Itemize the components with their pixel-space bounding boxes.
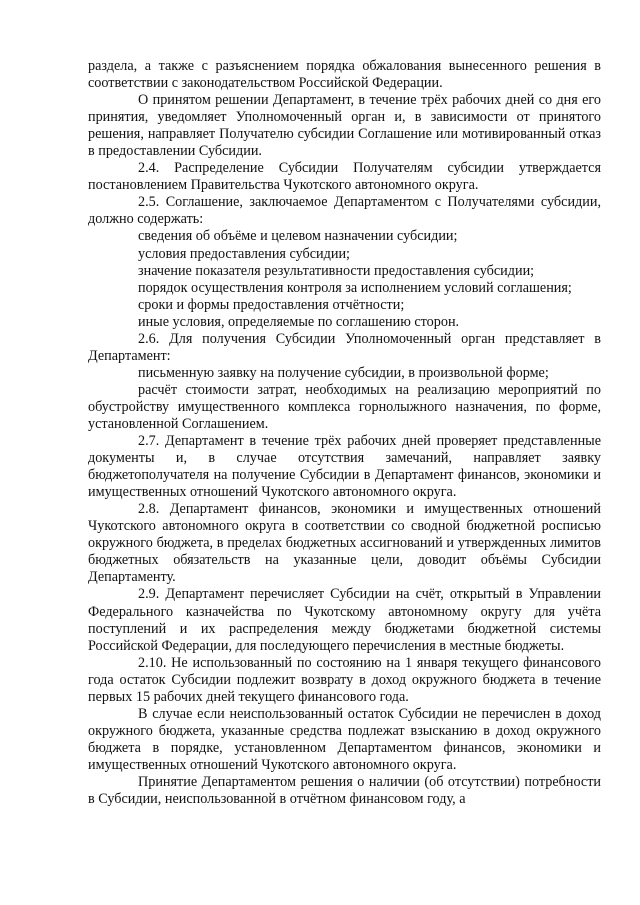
list-item: сведения об объёме и целевом назначении субсидии; [138,228,458,245]
paragraph-2-9: 2.9. Департамент перечисляет Субсидии на счёт, открытый в Управлении Федерального казначейства по Чукотскому автономному округу для учёта поступлений и их распределения между бюджетами бюджетной системы Российской Федерации, для последующего перечисления в местные бюджеты. [88,586,601,654]
paragraph-2-4: 2.4. Распределение Субсидии Получателям субсидии утверждается постановлением Правительства Чукотского автономного округа. [88,160,601,194]
list-item: сроки и формы предоставления отчётности; [138,296,405,313]
list-item: значение показателя результативности предоставления субсидии; [138,262,535,279]
paragraph-cost-calculation: расчёт стоимости затрат, необходимых на реализацию мероприятий по обустройству имущественного комплекса горнолыжного назначения, по форме, установленной Соглашением. [88,381,601,432]
document-page [88,58,601,808]
paragraph-decision-notification: О принятом решении Департамент, в течение трёх рабочих дней со дня его принятия, уведомляет Уполномоченный орган и, в зависимости от принятого решения, направляет Получателю субсидии Соглашение или мотивированный отказ в предоставлении Субсидии. [88,92,601,160]
paragraph-2-6: 2.6. Для получения Субсидии Уполномоченный орган представляет в Департамент: [88,330,601,364]
list-item: иные условия, определяемые по соглашению сторон. [138,313,460,330]
paragraph-2-7: 2.7. Департамент в течение трёх рабочих дней проверяет представленные документы и, в случае отсутствия замечаний, направляет заявку бюджетополучателя на получение Субсидии в Департамент финансов, экономики и имущественных отношений Чукотского автономного округа. [88,433,601,501]
paragraph-2-5: 2.5. Соглашение, заключаемое Департаментом с Получателями субсидии, должно содержать: [88,194,601,228]
paragraph-2-10: 2.10. Не использованный по состоянию на 1 января текущего финансового года остаток Субсидии подлежит возврату в доход окружного бюджета в течение первых 15 рабочих дней текущего финансового года. [88,654,601,705]
paragraph-2-8: 2.8. Департамент финансов, экономики и имущественных отношений Чукотского автономного округа в соответствии со сводной бюджетной росписью окружного бюджета, в пределах бюджетных ассигнований и утвержденных лимитов бюджетных обязательств на указанные цели, доводит объёмы Субсидии Департаменту. [88,501,601,586]
paragraph-need-decision: Принятие Департаментом решения о наличии (об отсутствии) потребности в Субсидии, неиспользованной в отчётном финансовом году, а [88,773,601,808]
list-item: письменную заявку на получение субсидии, в произвольной форме; [138,364,549,381]
list-item: порядок осуществления контроля за исполнением условий соглашения; [138,279,572,296]
paragraph-unused-balance: В случае если неиспользованный остаток Субсидии не перечислен в доход окружного бюджета, указанные средства подлежат взысканию в доход окружного бюджета в порядке, установленном Департаментом финансов, экономики и имущественных отношений Чукотского автономного округа. [88,705,601,773]
list-item: условия предоставления субсидии; [138,245,350,262]
paragraph-appeal-procedure: раздела, а также с разъяснением порядка обжалования вынесенного решения в соответствии с законодательством Российской Федерации. [88,58,601,92]
